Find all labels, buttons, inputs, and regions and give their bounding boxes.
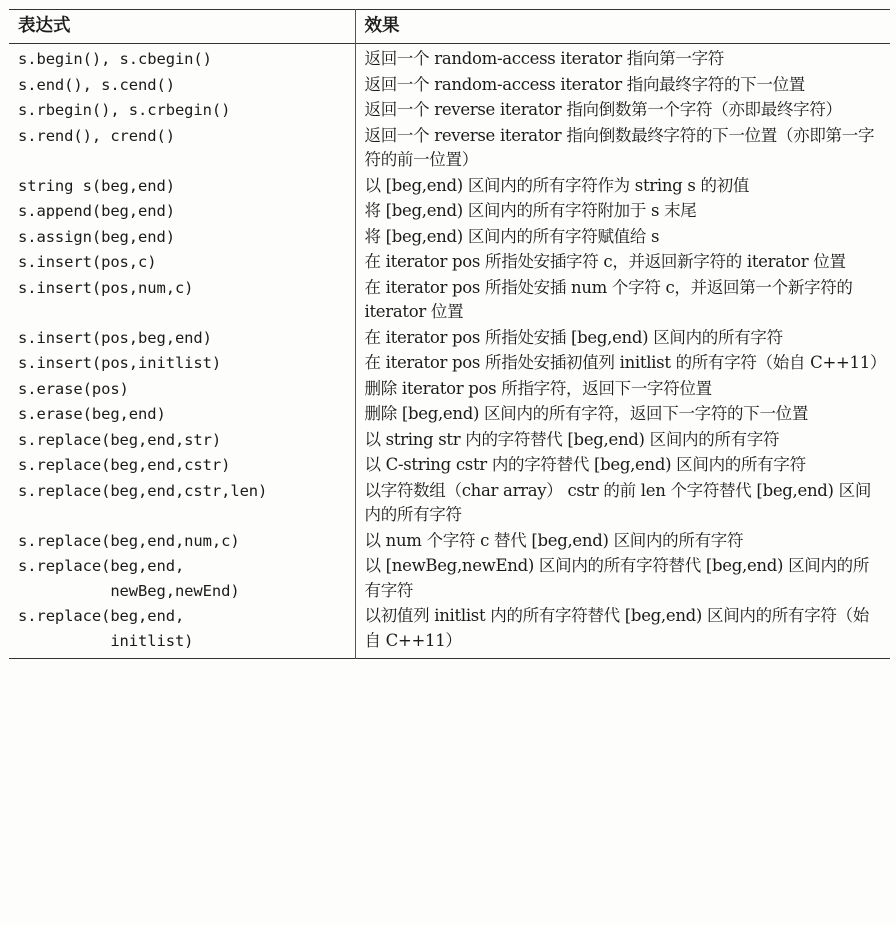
effect-cell: 以字符数组（char array） cstr 的前 len 个字符替代 [beg,end) 区间内的所有字符	[364, 480, 872, 524]
header-row	[9, 10, 890, 44]
effect-cell: 以 C-string cstr 内的字符替代 [beg,end) 区间内的所有字符	[364, 455, 806, 474]
table-row	[9, 325, 890, 351]
effect-cell: 以 [beg,end) 区间内的所有字符作为 string s 的初值	[364, 175, 750, 195]
table-row	[9, 603, 890, 653]
table-row	[9, 452, 890, 478]
effect-cell: 返回一个 reverse iterator 指向倒数第一个字符（亦即最终字符）	[364, 100, 842, 119]
expression-cell: s.end(), s.cend()	[9, 72, 355, 98]
expression-cell: s.begin(), s.cbegin()	[9, 44, 355, 72]
table-row	[9, 653, 890, 659]
table-row	[9, 401, 890, 427]
effect-cell: 删除 iterator pos 所指字符，返回下一字符位置	[364, 378, 712, 398]
expression-cell	[9, 653, 355, 659]
table-row	[9, 478, 890, 528]
effect-cell: 以初值列 initlist 内的所有字符替代 [beg,end) 区间内的所有字符（始自 C++11）	[364, 606, 870, 650]
expression-cell: s.insert(pos,initlist)	[9, 350, 355, 376]
table-row	[9, 97, 890, 123]
table-row	[9, 275, 890, 325]
table-row	[9, 44, 890, 72]
expression-cell: s.assign(beg,end)	[9, 224, 355, 250]
expression-cell: s.replace(beg,end, initlist)	[9, 603, 355, 653]
effect-cell: 在 iterator pos 所指处安插初值列 initlist 的所有字符（始自 C++11）	[364, 353, 887, 372]
table-row	[9, 72, 890, 98]
effect-cell	[355, 653, 890, 659]
table-row	[9, 553, 890, 603]
expression-cell: s.erase(beg,end)	[9, 401, 355, 427]
effect-cell: 在 iterator pos 所指处安插 num 个字符 c，并返回第一个新字符的 iterator 位置	[364, 277, 853, 321]
expression-cell: s.replace(beg,end,cstr,len)	[9, 478, 355, 528]
column-header-expression: 表达式	[9, 10, 355, 44]
table-row	[9, 350, 890, 376]
effect-cell: 返回一个 random-access iterator 指向最终字符的下一位置	[364, 74, 805, 94]
table-row	[9, 224, 890, 250]
effect-cell: 在 iterator pos 所指处安插 [beg,end) 区间内的所有字符	[364, 327, 783, 347]
expression-cell: s.replace(beg,end,cstr)	[9, 452, 355, 478]
expression-cell: s.insert(pos,beg,end)	[9, 325, 355, 351]
effect-cell: 删除 [beg,end) 区间内的所有字符，返回下一字符的下一位置	[364, 404, 809, 423]
table-row	[9, 173, 890, 199]
expression-cell: s.rbegin(), s.crbegin()	[9, 97, 355, 123]
effect-cell: 以 [newBeg,newEnd) 区间内的所有字符替代 [beg,end) 区间内的所有字符	[364, 556, 870, 600]
effect-cell: 以 string str 内的字符替代 [beg,end) 区间内的所有字符	[364, 429, 780, 449]
effect-cell: 返回一个 reverse iterator 指向倒数最终字符的下一位置（亦即第一字符的前一位置）	[364, 125, 875, 169]
expression-cell: s.insert(pos,c)	[9, 249, 355, 275]
table-row	[9, 123, 890, 173]
expression-cell: s.insert(pos,num,c)	[9, 275, 355, 325]
expression-cell: s.replace(beg,end,num,c)	[9, 528, 355, 554]
expression-cell: s.erase(pos)	[9, 376, 355, 402]
effect-cell: 将 [beg,end) 区间内的所有字符赋值给 s	[364, 226, 660, 246]
expression-cell: s.rend(), crend()	[9, 123, 355, 173]
table-row	[9, 528, 890, 554]
table-row	[9, 198, 890, 224]
effect-cell: 返回一个 random-access iterator 指向第一字符	[364, 49, 724, 68]
expression-cell: s.replace(beg,end, newBeg,newEnd)	[9, 553, 355, 603]
column-header-effect: 效果	[364, 16, 400, 36]
effect-cell: 将 [beg,end) 区间内的所有字符附加于 s 末尾	[364, 201, 697, 220]
string-iterator-operations-table	[9, 9, 890, 659]
expression-cell: string s(beg,end)	[9, 173, 355, 199]
table-row	[9, 376, 890, 402]
table-row	[9, 427, 890, 453]
expression-cell: s.replace(beg,end,str)	[9, 427, 355, 453]
expression-cell: s.append(beg,end)	[9, 198, 355, 224]
effect-cell: 以 num 个字符 c 替代 [beg,end) 区间内的所有字符	[364, 530, 744, 550]
effect-cell: 在 iterator pos 所指处安插字符 c，并返回新字符的 iterator 位置	[364, 252, 846, 271]
table-row	[9, 249, 890, 275]
